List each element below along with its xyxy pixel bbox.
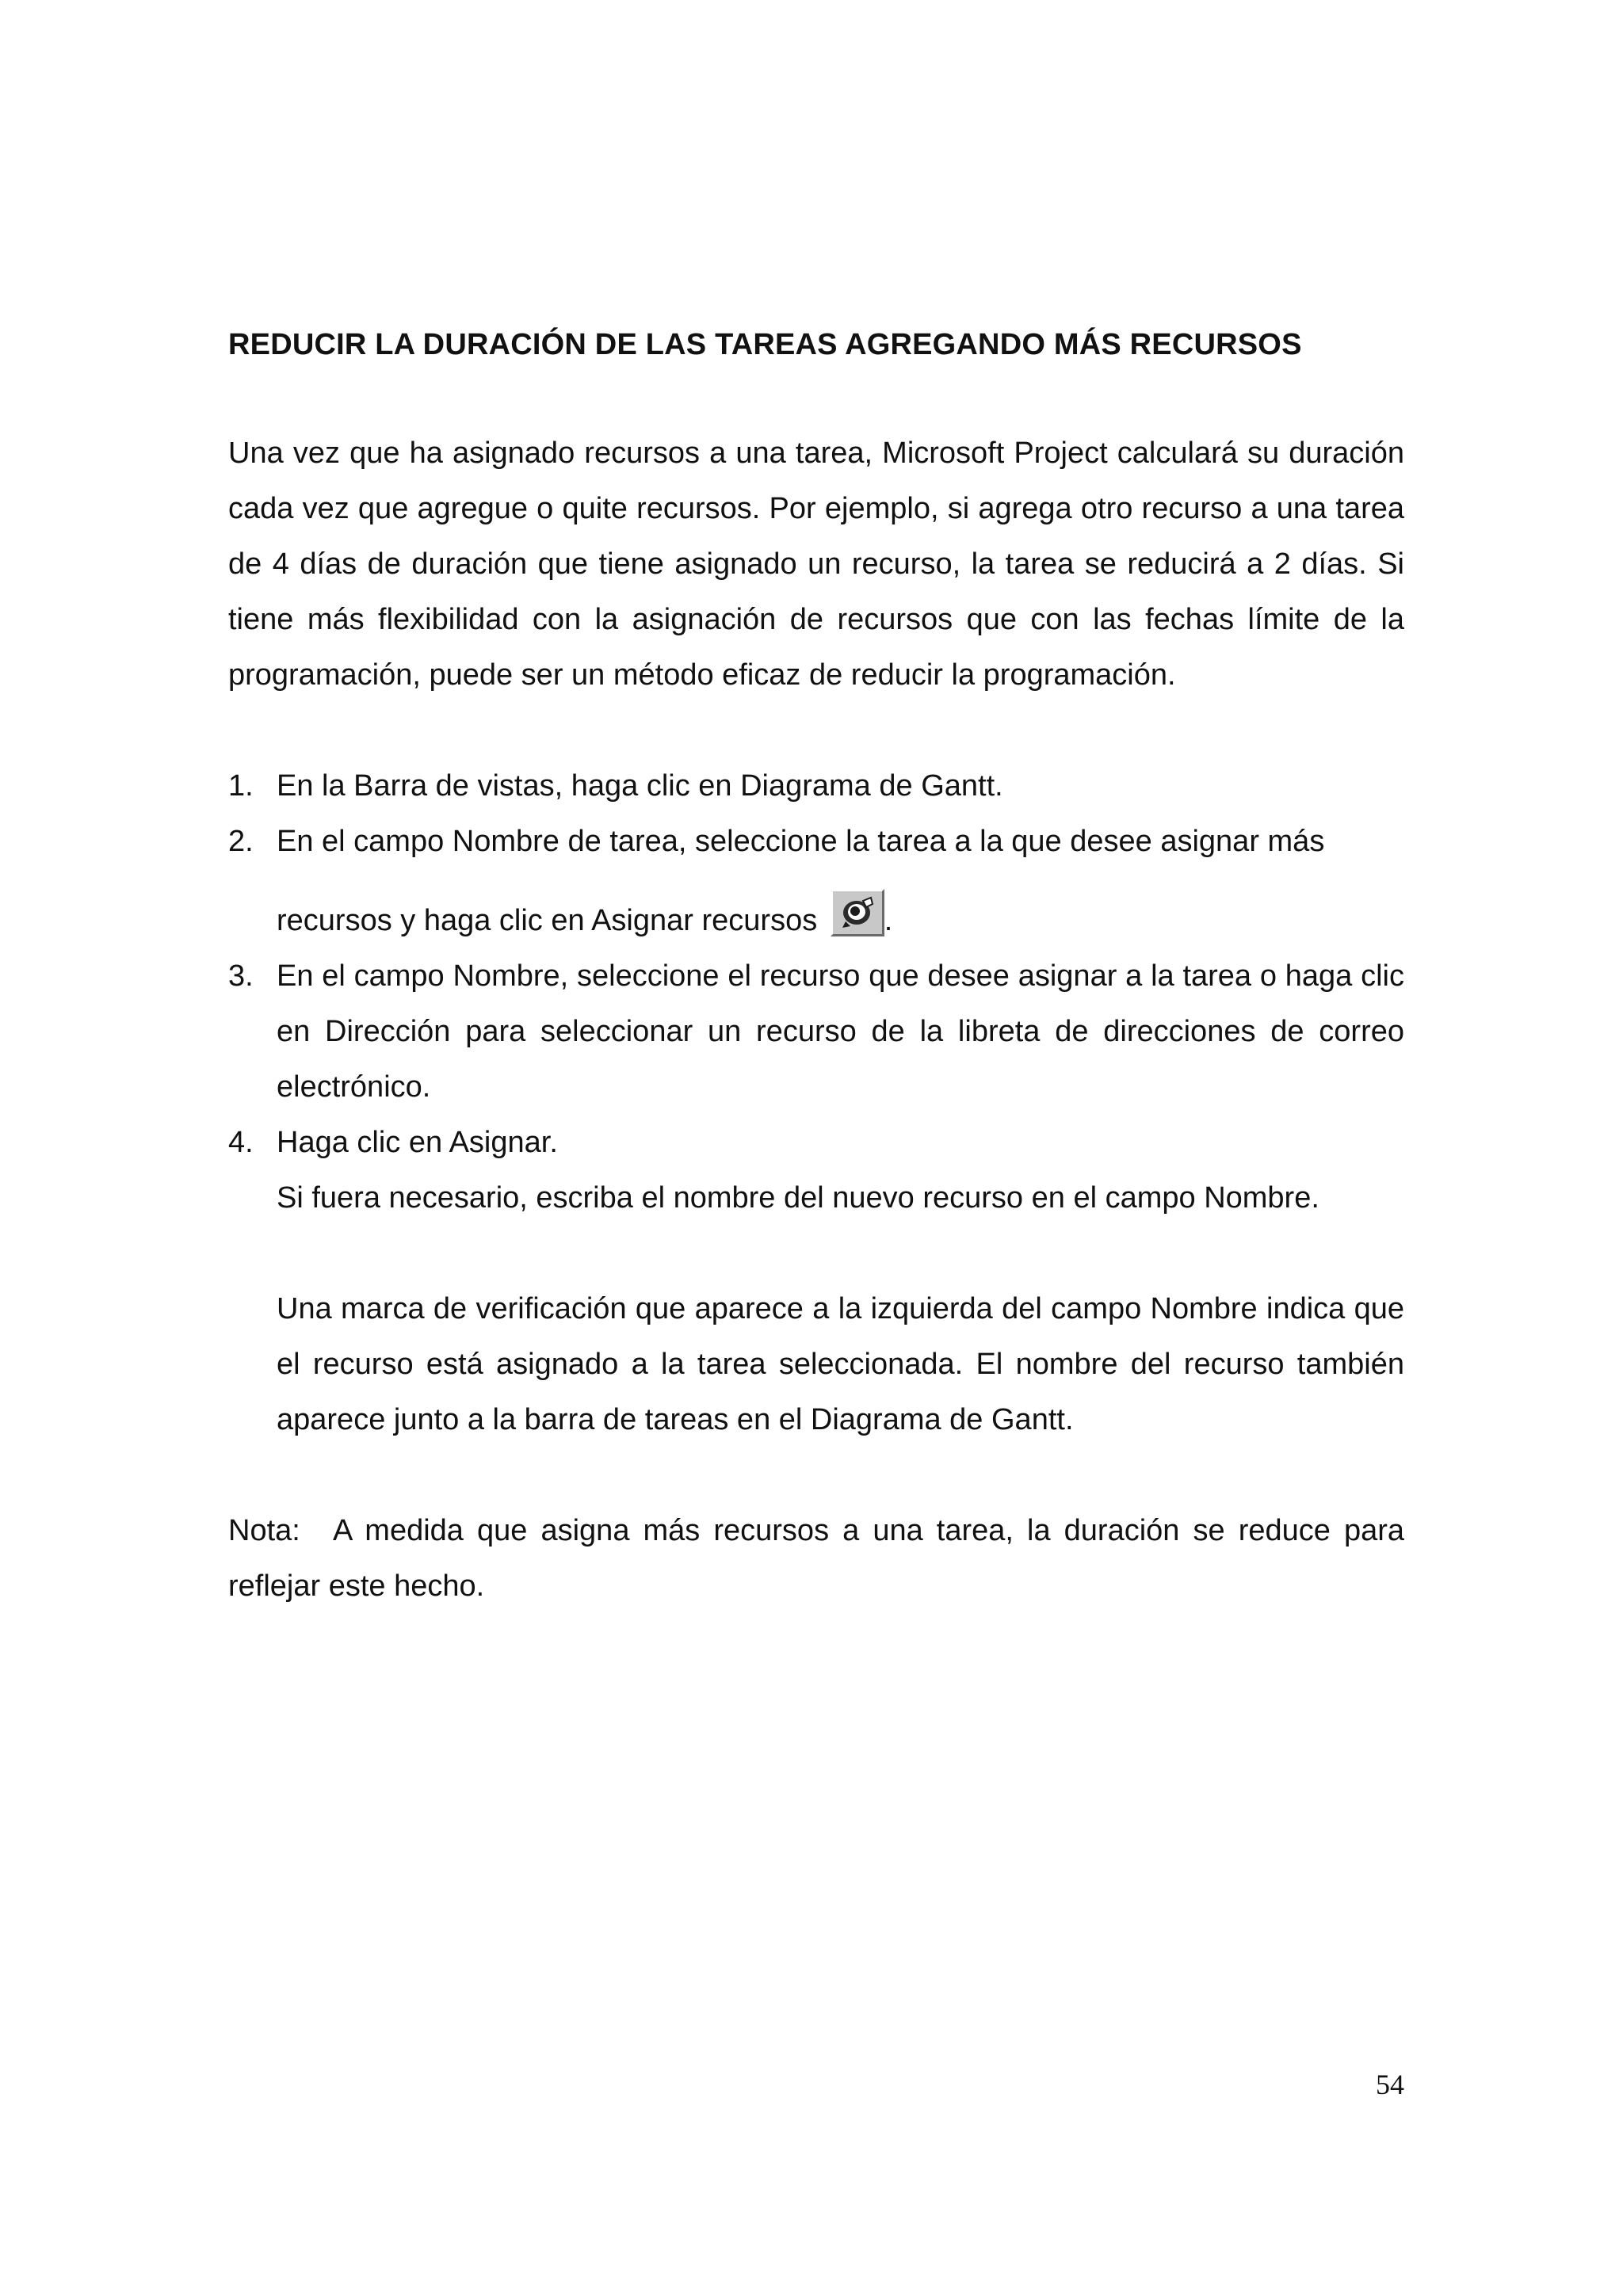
step-item xyxy=(228,814,1404,948)
step-text: Haga clic en Asignar. xyxy=(277,1126,558,1159)
nota-paragraph xyxy=(228,1503,1404,1614)
check-note-paragraph: Una marca de verificación que aparece a la izquierda del campo Nombre indica que el recurso está asignado a la tarea seleccionada. El nombre del recurso también aparece junto a la barra de tareas en el Diagrama de Gantt. xyxy=(277,1292,1404,1436)
step-item xyxy=(228,948,1404,1115)
step-number: 4. xyxy=(228,1126,254,1159)
step-number: 1. xyxy=(228,769,254,803)
document-page xyxy=(228,317,1404,1614)
step-text: En la Barra de vistas, haga clic en Diagrama de Gantt. xyxy=(277,769,1003,803)
step-number: 3. xyxy=(228,959,254,993)
step-number: 2. xyxy=(228,825,254,858)
step-text-continued xyxy=(277,889,1404,948)
step-text-line2: recursos y haga clic en Asignar recursos xyxy=(277,904,818,937)
step-text-period: . xyxy=(884,904,893,937)
step-item xyxy=(228,758,1404,814)
section-title: REDUCIR LA DURACIÓN DE LAS TAREAS AGREGANDO MÁS RECURSOS xyxy=(228,328,1302,361)
assign-resources-icon xyxy=(831,889,884,936)
step-text: En el campo Nombre de tarea, seleccione la tarea a la que desee asignar más xyxy=(277,825,1325,858)
intro-paragraph: Una vez que ha asignado recursos a una tarea, Microsoft Project calculará su duración cada vez que agregue o quite recursos. Por ejemplo, si agrega otro recurso a una tarea de 4 días de duración que tiene asignado un recurso, la tarea se reducirá a 2 días. Si tiene más flexibilidad con la asignación de recursos que con las fechas límite de la programación, puede ser un método eficaz de reducir la programación. xyxy=(228,437,1404,692)
step-text: En el campo Nombre, seleccione el recurso que desee asignar a la tarea o haga clic en Dirección para seleccionar un recurso de la libreta de direcciones de correo electrónico. xyxy=(277,959,1404,1104)
page-number: 54 xyxy=(1376,2069,1404,2100)
steps-list xyxy=(228,758,1404,1170)
nota-label: Nota: xyxy=(228,1514,300,1547)
step4-detail: Si fuera necesario, escriba el nombre del nuevo recurso en el campo Nombre. xyxy=(277,1181,1319,1215)
step-item xyxy=(228,1115,1404,1170)
nota-text: A medida que asigna más recursos a una tarea, la duración se reduce para reflejar este hecho. xyxy=(228,1514,1404,1603)
